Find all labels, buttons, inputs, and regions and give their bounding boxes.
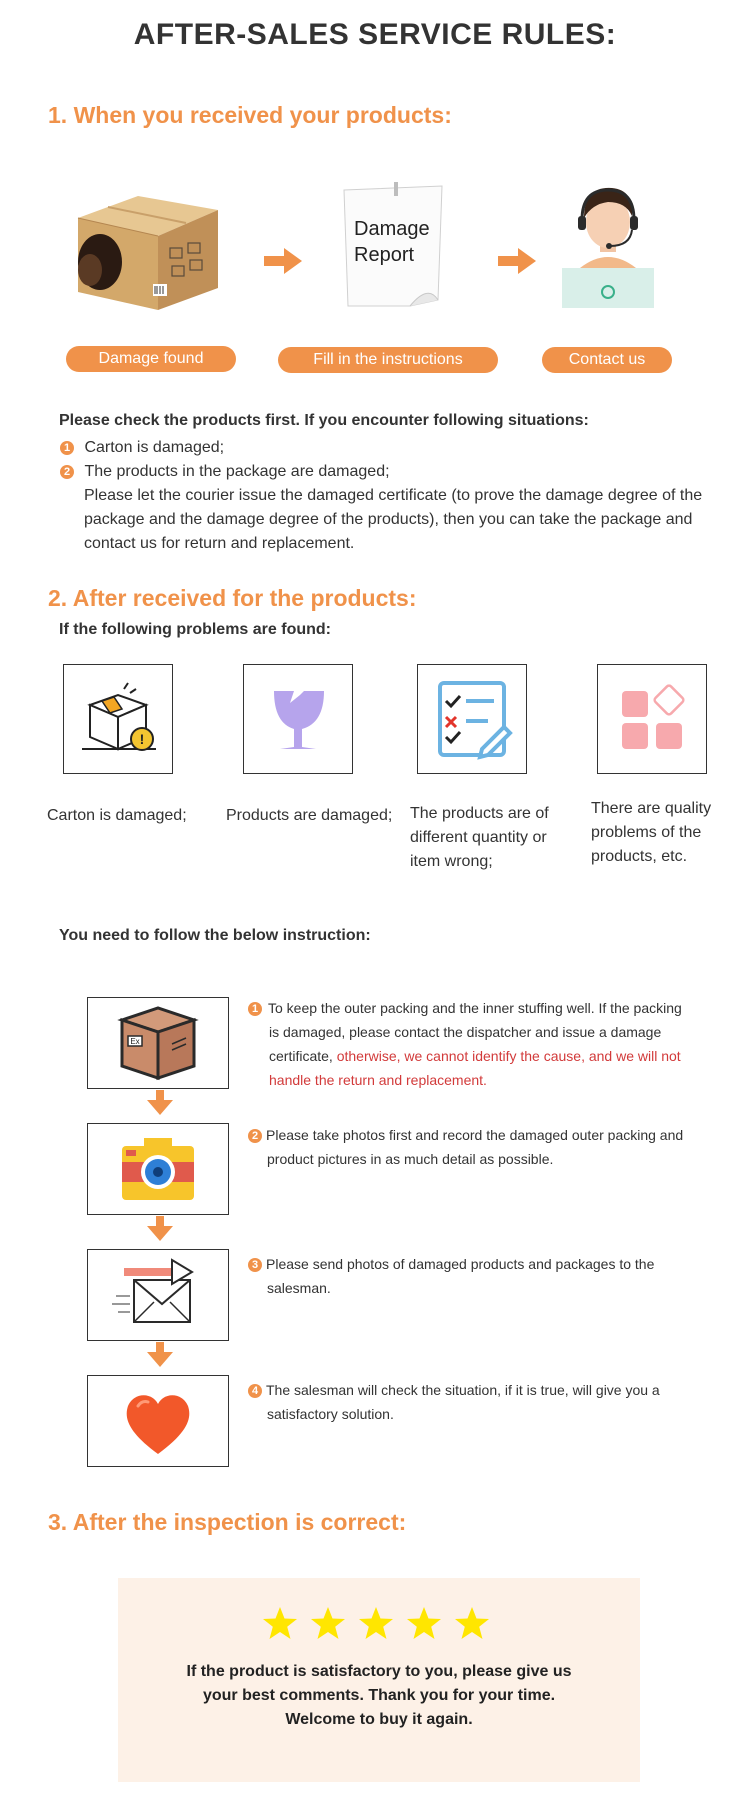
package-box-icon	[88, 998, 228, 1088]
fill-instructions-label: Fill in the instructions	[278, 347, 498, 373]
checklist-icon	[418, 665, 526, 773]
section-3-heading: 3. After the inspection is correct:	[48, 1509, 407, 1535]
step-box-send	[87, 1249, 229, 1341]
problem-caption: Products are damaged;	[226, 807, 393, 824]
quality-squares-icon	[598, 665, 706, 773]
step-box-packing	[87, 997, 229, 1089]
section-1-heading: 1. When you received your products:	[48, 102, 452, 128]
step-box-photos	[87, 1123, 229, 1215]
instruction-heading: You need to follow the below instruction:	[59, 927, 371, 944]
problem-caption: There are quality problems of the products, etc.	[591, 800, 712, 865]
feedback-message: If the product is satisfactory to you, please give us your best comments. Thank you for your time. Welcome to buy it again.	[186, 1663, 572, 1728]
wrong-quantity-box	[417, 664, 527, 774]
step-text: 2 Please take photos first and record the damaged outer packing and product pictures in as much detail as possible.	[248, 1123, 708, 1171]
courier-note-line: contact us for return and replacement.	[84, 535, 355, 552]
camera-icon	[88, 1124, 228, 1214]
arrow-down-icon	[147, 1342, 173, 1368]
section-2-heading: 2. After received for the products:	[48, 585, 417, 611]
damaged-box-icon	[68, 188, 228, 318]
arrow-right-icon	[264, 248, 302, 274]
courier-note-line: package and the damage degree of the products), then you can take the package and	[84, 511, 693, 528]
number-badge: 3	[248, 1258, 262, 1272]
step-box-solution	[87, 1375, 229, 1467]
check-intro: Please check the products first. If you encounter following situations:	[59, 412, 589, 429]
send-mail-icon	[88, 1250, 228, 1340]
arrow-down-icon	[147, 1090, 173, 1116]
number-badge: 1	[248, 1002, 262, 1016]
star-icon	[455, 1607, 489, 1639]
courier-note-line: Please let the courier issue the damaged certificate (to prove the damage degree of the	[84, 487, 703, 504]
damage-report-icon: Damage Report	[340, 182, 446, 312]
rating-stars	[262, 1606, 498, 1642]
step-text: 3 Please send photos of damaged products and packages to the salesman.	[248, 1252, 708, 1300]
star-icon	[359, 1607, 393, 1639]
number-badge: 2	[248, 1129, 262, 1143]
star-icon	[263, 1607, 297, 1639]
page-title: AFTER-SALES SERVICE RULES:	[133, 18, 617, 51]
broken-carton-icon	[64, 665, 172, 773]
number-badge: 1	[60, 441, 74, 455]
number-badge: 4	[248, 1384, 262, 1398]
arrow-right-icon	[498, 248, 536, 274]
contact-us-label: Contact us	[542, 347, 672, 373]
quality-problems-box	[597, 664, 707, 774]
step-text: 1 To keep the outer packing and the inner stuffing well. If the packing is damaged, please contact the dispatcher and issue a damage certificate, otherwise, we cannot identify the cause, and we will not handle the return and replacement.	[248, 996, 708, 1092]
star-icon	[311, 1607, 345, 1639]
arrow-down-icon	[147, 1216, 173, 1242]
list-item: 1 Carton is damaged;	[60, 436, 224, 460]
svg-text:Ex: Ex	[130, 1037, 140, 1046]
list-item: 2 The products in the package are damaged;	[60, 460, 390, 484]
number-badge: 2	[60, 465, 74, 479]
problems-intro: If the following problems are found:	[59, 621, 331, 638]
support-agent-icon	[560, 176, 656, 310]
star-icon	[407, 1607, 441, 1639]
problem-caption: Carton is damaged;	[47, 807, 187, 824]
step-text: 4 The salesman will check the situation, if it is true, will give you a satisfactory solution.	[248, 1378, 708, 1426]
problem-caption: The products are of different quantity or item wrong;	[410, 805, 549, 870]
products-damaged-box	[243, 664, 353, 774]
svg-text:!: !	[139, 731, 145, 747]
broken-glass-icon	[244, 665, 352, 773]
carton-damaged-box	[63, 664, 173, 774]
heart-icon	[88, 1376, 228, 1466]
damage-found-label: Damage found	[66, 346, 236, 372]
